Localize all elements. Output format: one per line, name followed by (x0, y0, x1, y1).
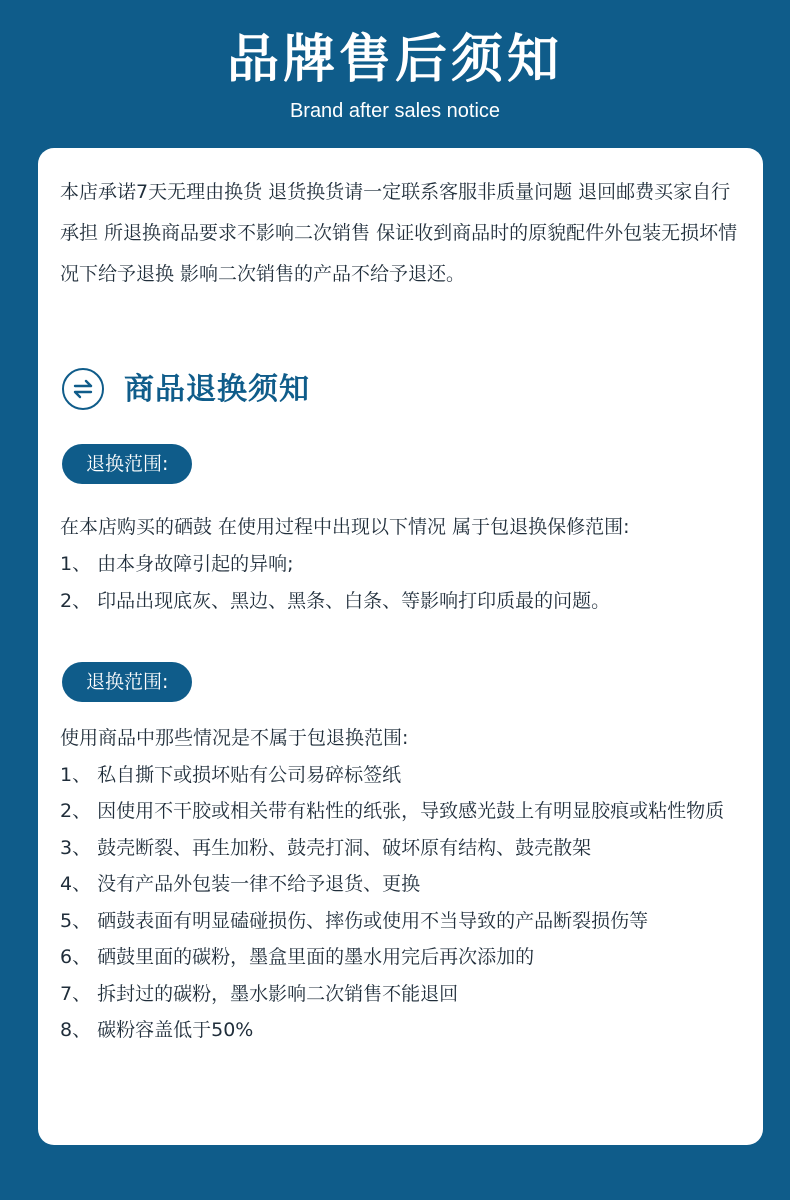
list-item: 2、 印品出现底灰、黑边、黑条、白条、等影响打印质最的问题。 (60, 590, 611, 612)
page-subtitle: Brand after sales notice (289, 100, 501, 122)
list-item: 4、 没有产品外包装一律不给予退货、更换 (60, 873, 421, 895)
notice-card (38, 148, 763, 1145)
scope-in-block (60, 509, 750, 620)
list-item: 1、 由本身故障引起的异响; (60, 553, 294, 575)
list-item: 3、 鼓壳断裂、再生加粉、鼓壳打洞、破坏原有结构、鼓壳散架 (60, 836, 592, 859)
list-item: 6、 硒鼓里面的碳粉，墨盒里面的墨水用完后再次添加的 (60, 946, 535, 968)
list-item: 2、 因使用不干胶或相关带有粘性的纸张，导致感光鼓上有明显胶痕或粘性物质 (60, 800, 725, 822)
list-item: 5、 硒鼓表面有明显磕碰损伤、摔伤或使用不当导致的产品断裂损伤等 (60, 909, 649, 932)
section-title: 商品退换须知 (124, 372, 310, 407)
scope-out-badge: 退换范围: (62, 662, 192, 702)
scope-out-heading: 使用商品中那些情况是不属于包退换范围: (60, 727, 409, 749)
scope-in-heading: 在本店购买的硒鼓 在使用过程中出现以下情况 属于包退换保修范围: (60, 516, 630, 538)
list-item: 1、 私自撕下或损坏贴有公司易碎标签纸 (60, 763, 402, 786)
section-heading (62, 368, 562, 414)
intro-paragraph: 本店承诺7天无理由换货 退货换货请一定联系客服非质量问题 退回邮费买家自行承担 所退换商品要求不影响二次销售 保证收到商品时的原貌配件外包装无损坏情况下给予退换 影响二次销售的产品不给予退还。 (60, 181, 738, 285)
exchange-arrows-icon (62, 368, 104, 410)
page-title: 品牌售后须知 (226, 30, 563, 90)
scope-out-block (60, 720, 750, 1049)
list-item: 7、 拆封过的碳粉，墨水影响二次销售不能退回 (60, 982, 459, 1005)
scope-in-badge: 退换范围: (62, 444, 192, 484)
list-item: 8、 碳粉容盖低于50% (60, 1019, 254, 1041)
